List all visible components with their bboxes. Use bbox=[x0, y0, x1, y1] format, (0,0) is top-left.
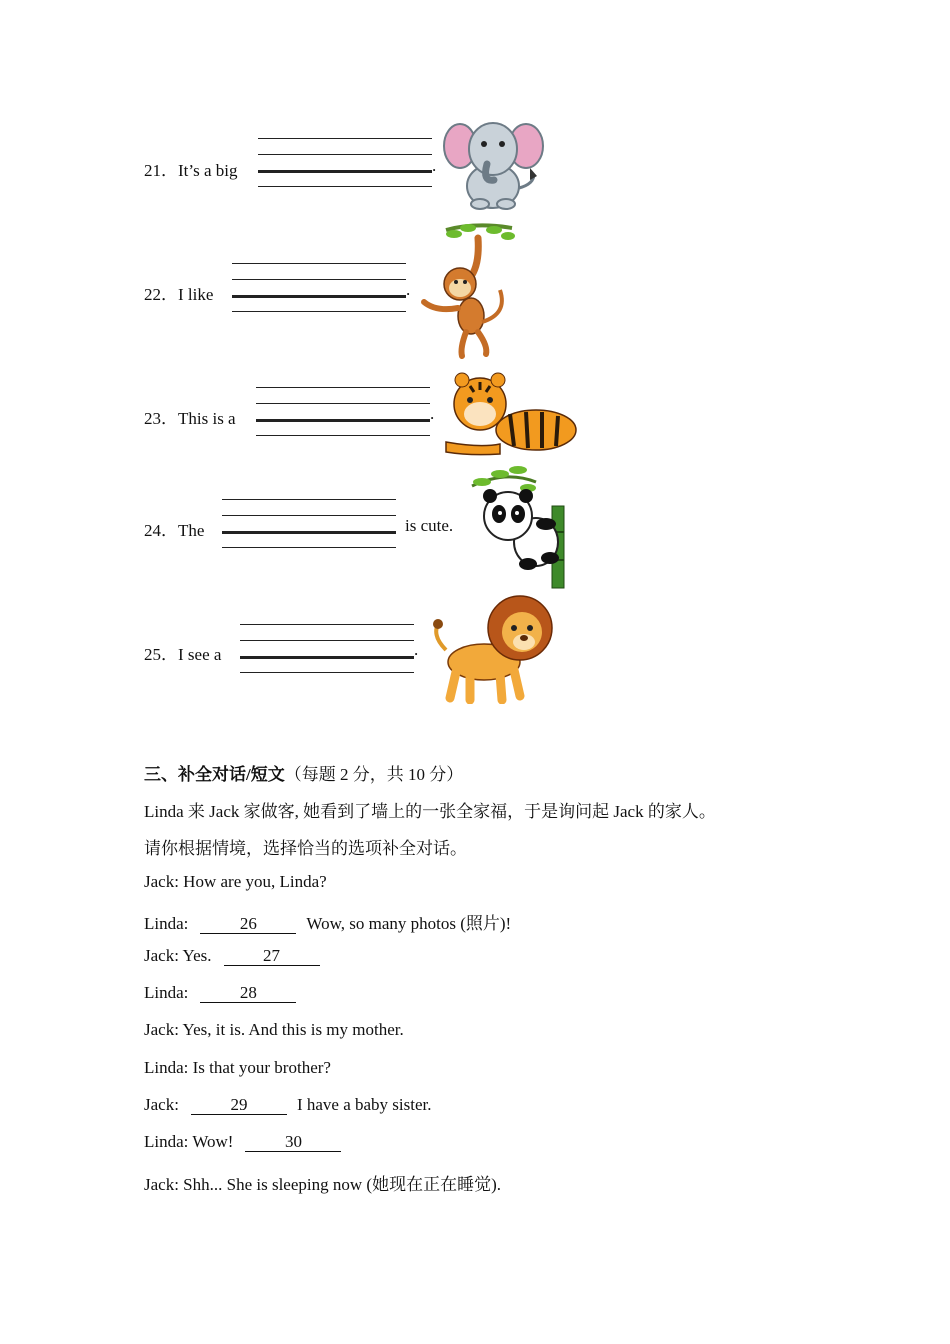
question-suffix: is cute. bbox=[405, 516, 454, 535]
writing-lines[interactable] bbox=[256, 387, 430, 437]
elephant-icon bbox=[442, 116, 550, 212]
dialogue-line: Linda: 26 Wow, so many photos (照片)! bbox=[144, 914, 512, 933]
dialogue-line: Jack: Shh... She is sleeping now (她现在正在睡觉). bbox=[144, 1175, 501, 1194]
question-25: 25．I see a bbox=[144, 645, 222, 664]
question-22: 22．I like bbox=[144, 285, 214, 304]
question-number: 21 bbox=[144, 161, 161, 180]
question-23: 23．This is a bbox=[144, 409, 236, 428]
question-suffix: . bbox=[432, 156, 437, 175]
question-prefix: The bbox=[178, 521, 205, 540]
tiger-icon bbox=[440, 368, 580, 460]
section-heading bbox=[144, 760, 463, 785]
question-suffix: . bbox=[406, 280, 411, 299]
section-score: （每题 2 分，共 10 分） bbox=[284, 765, 464, 784]
panda-icon bbox=[466, 462, 572, 590]
question-21: 21．It’s a big bbox=[144, 161, 238, 180]
answer-blank-30[interactable]: 30 bbox=[245, 1133, 341, 1152]
dialogue-line: Linda: Wow! 30 bbox=[144, 1132, 347, 1152]
lion-icon bbox=[426, 592, 556, 704]
question-suffix: . bbox=[414, 640, 419, 659]
question-prefix: I like bbox=[178, 285, 214, 304]
dialogue-line: Jack: Yes. 27 bbox=[144, 946, 326, 966]
question-suffix: . bbox=[430, 404, 435, 423]
dialogue-line: Jack: How are you, Linda? bbox=[144, 872, 327, 891]
writing-lines[interactable] bbox=[232, 263, 406, 313]
dialogue-line: Linda: 28 bbox=[144, 983, 302, 1003]
answer-blank-29[interactable]: 29 bbox=[191, 1096, 287, 1115]
question-number: 24 bbox=[144, 521, 161, 540]
answer-blank-28[interactable]: 28 bbox=[200, 984, 296, 1003]
section-title: 三、补全对话/短文 bbox=[144, 765, 285, 784]
question-prefix: It’s a big bbox=[178, 161, 238, 180]
writing-lines[interactable] bbox=[240, 624, 414, 674]
dialogue-line: Jack: 29 I have a baby sister. bbox=[144, 1095, 432, 1114]
answer-blank-27[interactable]: 27 bbox=[224, 947, 320, 966]
question-prefix: This is a bbox=[178, 409, 236, 428]
section-instruction: 请你根据情境，选择恰当的选项补全对话。 bbox=[144, 839, 467, 858]
section-intro: Linda 来 Jack 家做客, 她看到了墙上的一张全家福，于是询问起 Jack 的家人。 bbox=[144, 802, 716, 821]
answer-blank-26[interactable]: 26 bbox=[200, 915, 296, 934]
writing-lines[interactable] bbox=[222, 499, 396, 549]
monkey-icon bbox=[416, 218, 520, 360]
question-number: 25 bbox=[144, 645, 161, 664]
question-24: 24．The bbox=[144, 521, 205, 540]
dialogue-line: Linda: Is that your brother? bbox=[144, 1058, 331, 1077]
writing-lines[interactable] bbox=[258, 138, 432, 188]
question-number: 23 bbox=[144, 409, 161, 428]
dialogue-line: Jack: Yes, it is. And this is my mother. bbox=[144, 1020, 404, 1039]
question-prefix: I see a bbox=[178, 645, 222, 664]
question-number: 22 bbox=[144, 285, 161, 304]
